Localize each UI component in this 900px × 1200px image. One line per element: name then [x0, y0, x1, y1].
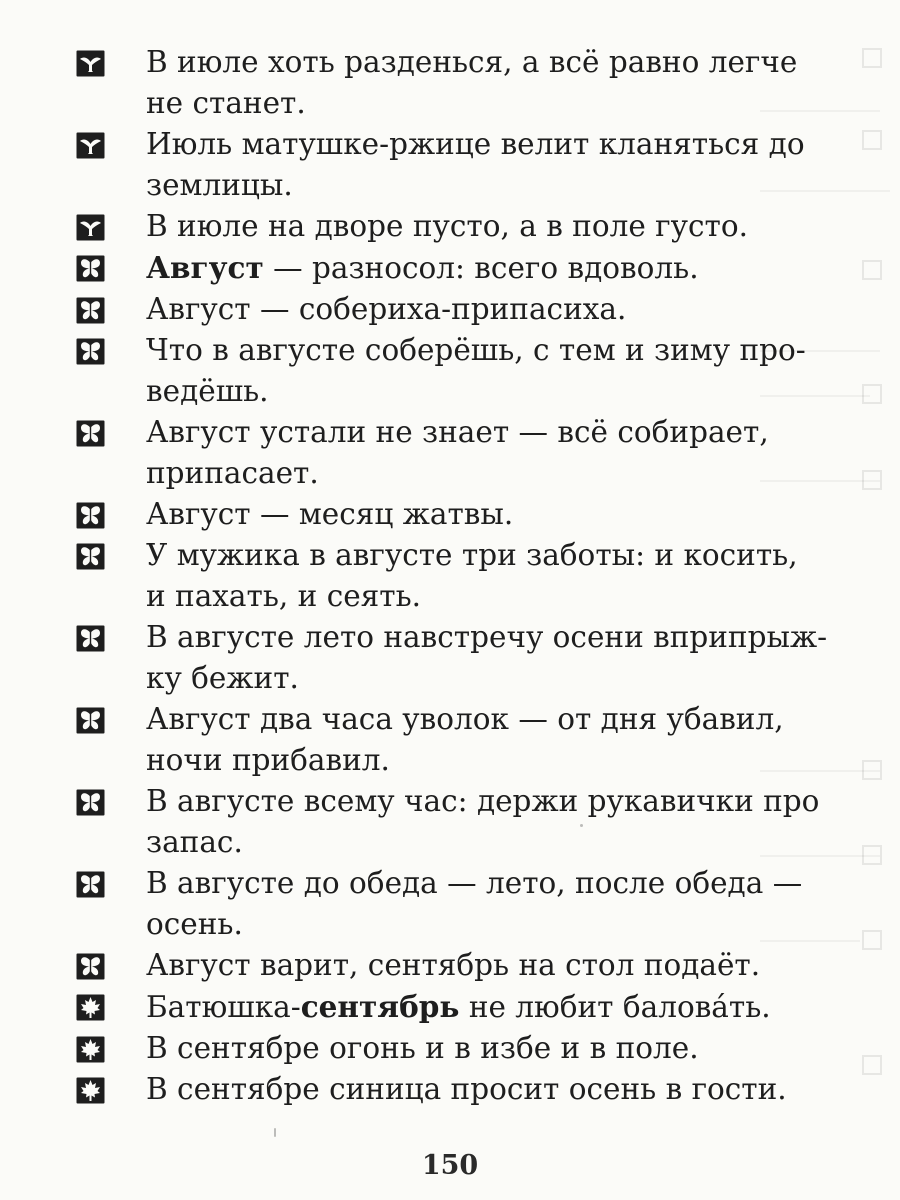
- proverb-text: Август — месяц жатвы.: [146, 497, 514, 531]
- proverb-line: [146, 945, 892, 986]
- page-number: 150: [421, 1150, 479, 1181]
- proverb-text: В августе всему час: держи рукавички про: [146, 784, 820, 818]
- butterfly-icon: [76, 953, 105, 980]
- proverb-line: [146, 617, 892, 658]
- butterfly-icon: [76, 789, 105, 816]
- proverb-line: [146, 412, 892, 453]
- proverb-text: В сентябре синица просит осень в гости.: [146, 1072, 787, 1106]
- proverb-text: В июле хоть разденься, а всё равно легче: [146, 45, 798, 79]
- proverb-line: [146, 699, 892, 740]
- proverb-item: [72, 42, 892, 124]
- proverb-keyword: сентябрь: [300, 989, 460, 1024]
- bird-icon: [76, 214, 105, 241]
- proverb-item: [72, 247, 892, 289]
- proverb-item: [72, 863, 892, 945]
- bird-icon: [76, 132, 105, 159]
- proverb-line: [146, 535, 892, 576]
- proverb-line: [146, 576, 892, 617]
- proverb-text: и пахать, и сеять.: [146, 579, 422, 613]
- proverb-text: Июль матушке-ржице велит кланяться до: [146, 127, 805, 161]
- butterfly-icon: [76, 707, 105, 734]
- proverb-item: [72, 289, 892, 330]
- proverb-item: [72, 494, 892, 535]
- proverb-line: [146, 1069, 892, 1110]
- proverb-text: ночи прибавил.: [146, 743, 390, 777]
- butterfly-icon: [76, 338, 105, 365]
- proverb-text: землицы.: [146, 168, 293, 202]
- proverb-line: [146, 740, 892, 781]
- maple-leaf-icon: [76, 1036, 105, 1063]
- proverb-item: [72, 945, 892, 986]
- proverb-item: [72, 330, 892, 412]
- proverb-line: [146, 822, 892, 863]
- proverb-item: [72, 535, 892, 617]
- proverb-line: [146, 781, 892, 822]
- proverb-line: [146, 165, 892, 206]
- proverb-item: [72, 699, 892, 781]
- proverb-line: [146, 247, 892, 289]
- proverb-text: Батюшка-: [146, 990, 301, 1024]
- proverb-text: припасает.: [146, 456, 319, 490]
- proverb-text: осень.: [146, 907, 243, 941]
- proverb-line: [146, 453, 892, 494]
- proverb-text: не станет.: [146, 86, 306, 120]
- butterfly-icon: [76, 420, 105, 447]
- proverb-line: [146, 206, 892, 247]
- proverb-text: В августе до обеда — лето, после обеда —: [146, 866, 803, 900]
- proverb-line: [146, 986, 892, 1028]
- butterfly-icon: [76, 625, 105, 652]
- proverb-item: [72, 617, 892, 699]
- maple-leaf-icon: [76, 1077, 105, 1104]
- proverb-text: ведёшь.: [146, 374, 269, 408]
- proverb-line: [146, 658, 892, 699]
- proverb-text: Что в августе соберёшь, с тем и зиму про-: [146, 333, 806, 367]
- proverb-item: [72, 206, 892, 247]
- proverb-text: Август — собериха-припасиха.: [146, 292, 627, 326]
- proverb-item: [72, 1028, 892, 1069]
- proverb-list: [72, 42, 892, 1110]
- proverb-line: [146, 1028, 892, 1069]
- proverb-text: — разносол: всего вдоволь.: [263, 251, 699, 285]
- proverb-text: Август два часа уволок — от дня убавил,: [146, 702, 784, 736]
- proverb-text: не любит балова́ть.: [459, 990, 771, 1024]
- proverb-text: запас.: [146, 825, 243, 859]
- paper-speck: [580, 824, 583, 827]
- proverb-line: [146, 289, 892, 330]
- proverb-text: В августе лето навстречу осени вприпрыж-: [146, 620, 828, 654]
- butterfly-icon: [76, 502, 105, 529]
- proverb-line: [146, 330, 892, 371]
- proverb-text: В июле на дворе пусто, а в поле густо.: [146, 209, 748, 243]
- paper-speck: [274, 1128, 276, 1137]
- proverb-keyword: Август: [146, 250, 264, 285]
- proverb-text: У мужика в августе три заботы: и косить,: [146, 538, 798, 572]
- proverb-line: [146, 42, 892, 83]
- proverb-line: [146, 124, 892, 165]
- proverb-text: ку бежит.: [146, 661, 299, 695]
- proverb-item: [72, 986, 892, 1028]
- butterfly-icon: [76, 297, 105, 324]
- proverb-item: [72, 781, 892, 863]
- maple-leaf-icon: [76, 994, 105, 1021]
- proverb-text: Август варит, сентябрь на стол подаёт.: [146, 948, 761, 982]
- butterfly-icon: [76, 255, 105, 282]
- butterfly-icon: [76, 543, 105, 570]
- proverb-line: [146, 904, 892, 945]
- proverb-line: [146, 371, 892, 412]
- proverb-item: [72, 1069, 892, 1110]
- proverb-text: В сентябре огонь и в избе и в поле.: [146, 1031, 699, 1065]
- proverb-line: [146, 83, 892, 124]
- bird-icon: [76, 50, 105, 77]
- proverb-text: Август устали не знает — всё собирает,: [146, 415, 769, 449]
- proverb-line: [146, 494, 892, 535]
- proverb-line: [146, 863, 892, 904]
- proverb-item: [72, 124, 892, 206]
- proverb-item: [72, 412, 892, 494]
- butterfly-icon: [76, 871, 105, 898]
